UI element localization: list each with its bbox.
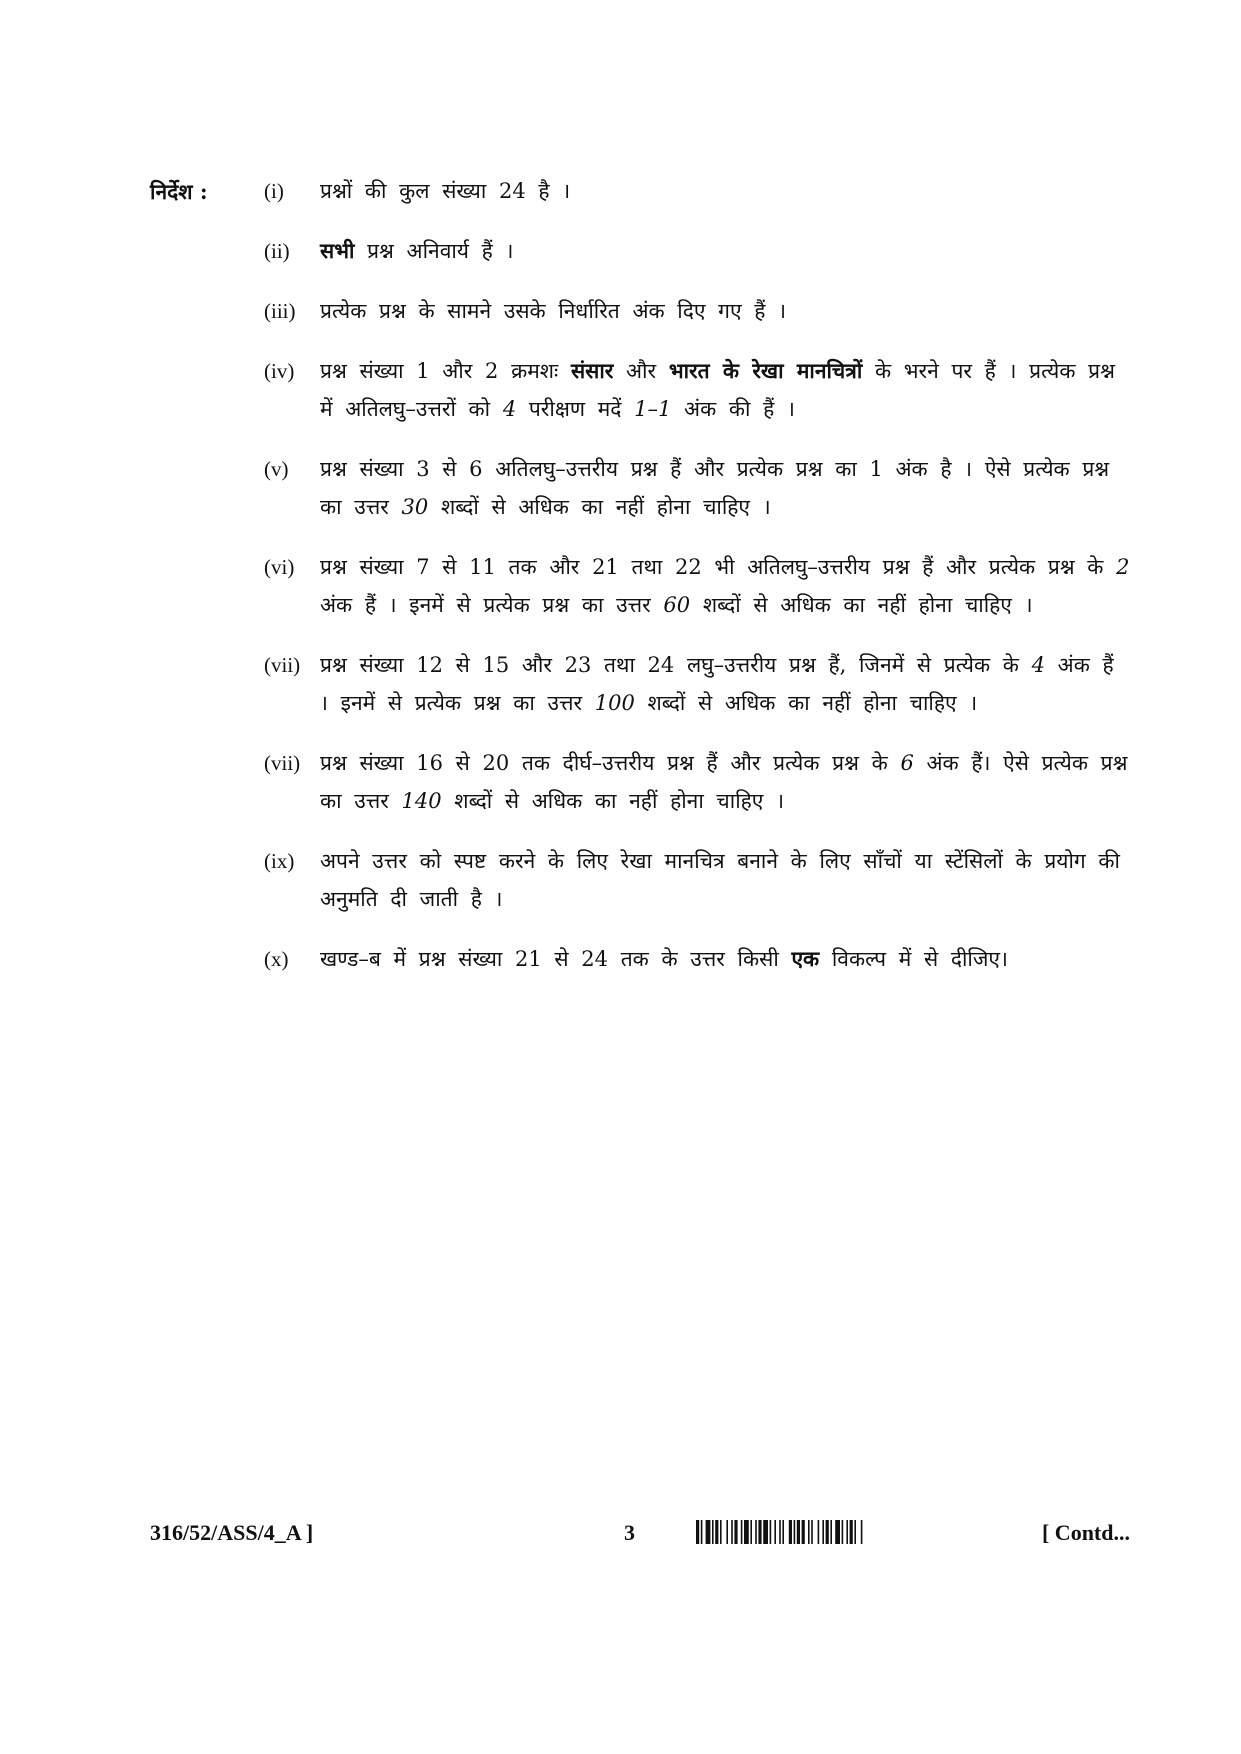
item-number: (x) <box>264 947 289 971</box>
item-text: खण्ड–ब में प्रश्न संख्या 21 से 24 तक के उत्तर किसी <box>320 947 792 971</box>
number-italic: 100 <box>594 691 635 715</box>
item-text: प्रश्न संख्या 1 और 2 क्रमशः <box>320 359 571 383</box>
item-text: अंक हैं। ऐसे प्रत्येक प्रश्न का उत्तर <box>320 751 1128 813</box>
item-text: प्रश्न संख्या 16 से 20 तक दीर्घ–उत्तरीय प्रश्न हैं और प्रत्येक प्रश्न के <box>320 751 901 775</box>
item-text: शब्दों से अधिक का नहीं होना चाहिए । <box>428 495 771 519</box>
item-number: (iv) <box>264 359 295 383</box>
item-text: विकल्प में से दीजिए। <box>819 947 1009 971</box>
item-text: शब्दों से अधिक का नहीं होना चाहिए । <box>634 691 978 715</box>
item-text: और <box>613 359 669 383</box>
emphasis-text: एक <box>791 946 820 971</box>
instructions-heading: निर्देश : <box>150 179 208 204</box>
number-italic: 60 <box>663 593 691 617</box>
item-text: परीक्षण मदें <box>516 397 635 421</box>
item-text: प्रश्न संख्या 3 से 6 अतिलघु–उत्तरीय प्रश्न हैं और प्रत्येक प्रश्न का 1 अंक है । ऐसे प्रत्येक प्रश्न का उत्तर <box>320 457 1110 519</box>
page-footer <box>150 1520 1130 1560</box>
emphasis-text: भारत के रेखा मानचित्रों <box>668 358 863 383</box>
emphasis-text: संसार <box>570 358 614 383</box>
instruction-item-3 <box>264 292 1130 330</box>
item-number: (i) <box>264 179 284 203</box>
instruction-item-10 <box>264 940 1130 978</box>
item-text: प्रत्येक प्रश्न के सामने उसके निर्धारित अंक दिए गए हैं । <box>320 299 787 323</box>
instruction-item-1 <box>264 172 1130 210</box>
number-italic: 1–1 <box>634 397 672 421</box>
item-text: अंक की हैं । <box>671 397 795 421</box>
number-italic: 2 <box>1116 555 1130 579</box>
item-text: के भरने पर हैं । प्रत्येक प्रश्न में अतिलघु–उत्तरों को <box>320 359 1115 421</box>
instruction-item-4 <box>264 352 1130 428</box>
instruction-item-5 <box>264 450 1130 526</box>
paper-code: 316/52/ASS/4_A ] <box>150 1520 314 1545</box>
item-text: शब्दों से अधिक का नहीं होना चाहिए । <box>690 593 1033 617</box>
number-italic: 4 <box>1031 653 1045 677</box>
item-text: प्रश्न संख्या 7 से 11 तक और 21 तथा 22 भी अतिलघु–उत्तरीय प्रश्न हैं और प्रत्येक प्रश्न के <box>320 555 1117 579</box>
item-text: प्रश्नों की कुल संख्या 24 है । <box>320 179 571 203</box>
number-italic: 30 <box>401 495 429 519</box>
item-text: अपने उत्तर को स्पष्ट करने के लिए रेखा मानचित्र बनाने के लिए साँचों या स्टेंसिलों के प्रयोग की अनुमति दी जाती है । <box>320 849 1120 911</box>
number-italic: 4 <box>502 397 517 421</box>
instruction-item-2 <box>264 232 1130 270</box>
item-text: अंक हैं । इनमें से प्रत्येक प्रश्न का उत्तर <box>320 653 1114 715</box>
continued-label: [ Contd... <box>1041 1520 1130 1545</box>
item-number: (vii) <box>264 653 301 677</box>
item-text: शब्दों से अधिक का नहीं होना चाहिए । <box>441 789 785 813</box>
instruction-item-6 <box>264 548 1130 624</box>
instruction-item-7 <box>264 646 1130 722</box>
item-number: (ix) <box>264 849 295 873</box>
item-number: (v) <box>264 457 289 481</box>
emphasis-text: सभी <box>320 238 355 263</box>
barcode-icon <box>696 1520 996 1544</box>
page-number: 3 <box>624 1520 635 1545</box>
instruction-item-8 <box>264 744 1130 820</box>
item-text: प्रश्न अनिवार्य हैं । <box>354 239 514 263</box>
number-italic: 140 <box>401 789 442 813</box>
item-number: (iii) <box>264 299 296 323</box>
item-number: (vi) <box>264 555 295 579</box>
item-number: (ii) <box>264 239 290 263</box>
item-number: (vii) <box>264 751 301 775</box>
item-text: प्रश्न संख्या 12 से 15 और 23 तथा 24 लघु–उत्तरीय प्रश्न हैं, जिनमें से प्रत्येक के <box>320 653 1032 677</box>
item-text: अंक हैं । इनमें से प्रत्येक प्रश्न का उत्तर <box>320 593 664 617</box>
instructions-list <box>264 172 1130 1000</box>
instruction-item-9 <box>264 842 1130 918</box>
number-italic: 6 <box>900 751 914 775</box>
